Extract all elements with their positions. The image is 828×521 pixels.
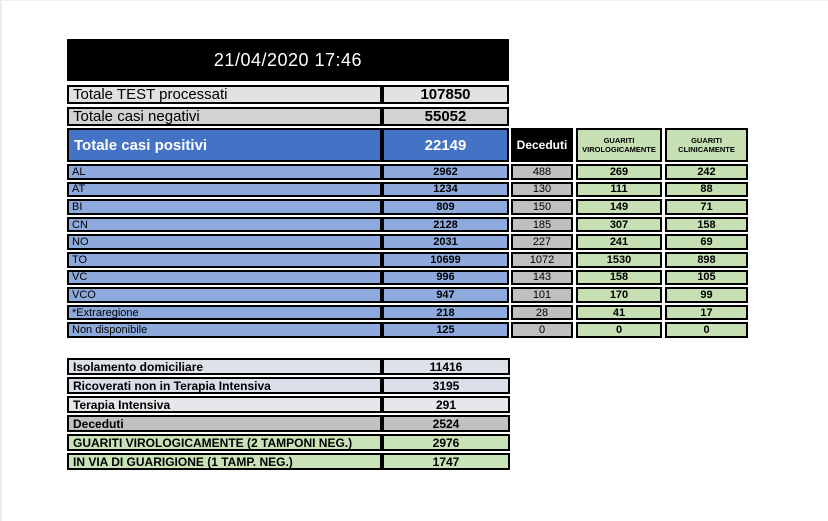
- summary-value-cell: 2976: [382, 434, 510, 451]
- guariti-viro-line2: VIROLOGICAMENTE: [582, 145, 656, 154]
- region-guariti-virologicamente-cell: 241: [576, 234, 662, 250]
- region-positivi-cell: 218: [382, 305, 509, 321]
- region-guariti-clinicamente-cell: 158: [665, 217, 748, 233]
- total-test-value: 107850: [382, 85, 509, 104]
- summary-row: [67, 415, 510, 432]
- region-deceduti-cell: 150: [511, 199, 573, 215]
- total-negativi-row: [67, 107, 509, 126]
- region-deceduti-cell: 130: [511, 182, 573, 198]
- region-name-cell: *Extraregione: [67, 305, 382, 321]
- total-negativi-value: 55052: [382, 107, 509, 126]
- total-test-row: [67, 85, 509, 104]
- region-deceduti-cell: 488: [511, 164, 573, 180]
- summary-row: [67, 396, 510, 413]
- guariti-clin-line1: GUARITI: [691, 135, 722, 145]
- region-guariti-virologicamente-cell: 269: [576, 164, 662, 180]
- region-positivi-cell: 2031: [382, 234, 509, 250]
- region-guariti-clinicamente-cell: 88: [665, 182, 748, 198]
- region-guariti-virologicamente-cell: 41: [576, 305, 662, 321]
- region-positivi-cell: 809: [382, 199, 509, 215]
- region-guariti-clinicamente-cell: 17: [665, 305, 748, 321]
- totals-section: [67, 85, 509, 126]
- summary-row: [67, 377, 510, 394]
- summary-row: [67, 453, 510, 470]
- summary-label-cell: Terapia Intensiva: [67, 396, 382, 413]
- summary-value-cell: 1747: [382, 453, 510, 470]
- region-name-cell: Non disponibile: [67, 322, 382, 338]
- guariti-viro-line1: GUARITI: [603, 135, 635, 145]
- total-negativi-label: Totale casi negativi: [67, 107, 382, 126]
- region-guariti-virologicamente-cell: 1530: [576, 252, 662, 268]
- region-deceduti-cell: 227: [511, 234, 573, 250]
- region-guariti-clinicamente-cell: 105: [665, 270, 748, 286]
- region-positivi-cell: 2962: [382, 164, 509, 180]
- region-guariti-virologicamente-cell: 158: [576, 270, 662, 286]
- summary-label-cell: Deceduti: [67, 415, 382, 432]
- region-name-cell: VC: [67, 270, 382, 286]
- summary-value-cell: 291: [382, 396, 510, 413]
- region-name-cell: NO: [67, 234, 382, 250]
- report-datetime: 21/04/2020 17:46: [213, 49, 363, 70]
- region-guariti-virologicamente-cell: 111: [576, 182, 662, 198]
- region-positivi-cell: 947: [382, 287, 509, 303]
- guariti-clinicamente-column-header: [665, 128, 748, 162]
- date-header: [67, 39, 509, 81]
- region-guariti-clinicamente-cell: 898: [665, 252, 748, 268]
- positives-label: Totale casi positivi: [67, 128, 382, 162]
- region-positivi-cell: 1234: [382, 182, 509, 198]
- region-deceduti-cell: 28: [511, 305, 573, 321]
- region-name-cell: AL: [67, 164, 382, 180]
- summary-table: [67, 358, 510, 470]
- region-guariti-clinicamente-cell: 0: [665, 322, 748, 338]
- region-name-cell: CN: [67, 217, 382, 233]
- region-guariti-clinicamente-cell: 69: [665, 234, 748, 250]
- region-positivi-cell: 125: [382, 322, 509, 338]
- guariti-clin-line2: CLINICAMENTE: [678, 145, 735, 154]
- region-deceduti-cell: 143: [511, 270, 573, 286]
- total-test-label: Totale TEST processati: [67, 85, 382, 104]
- summary-value-cell: 2524: [382, 415, 510, 432]
- summary-row: [67, 358, 510, 375]
- region-guariti-clinicamente-cell: 99: [665, 287, 748, 303]
- region-positivi-cell: 2128: [382, 217, 509, 233]
- summary-label-cell: GUARITI VIROLOGICAMENTE (2 TAMPONI NEG.): [67, 434, 382, 451]
- region-guariti-virologicamente-cell: 307: [576, 217, 662, 233]
- region-guariti-clinicamente-cell: 242: [665, 164, 748, 180]
- region-deceduti-cell: 0: [511, 322, 573, 338]
- region-name-cell: VCO: [67, 287, 382, 303]
- region-positivi-cell: 10699: [382, 252, 509, 268]
- region-deceduti-cell: 185: [511, 217, 573, 233]
- region-guariti-virologicamente-cell: 149: [576, 199, 662, 215]
- region-guariti-virologicamente-cell: 170: [576, 287, 662, 303]
- guariti-virologicamente-column-header: [576, 128, 662, 162]
- summary-value-cell: 11416: [382, 358, 510, 375]
- region-deceduti-cell: 101: [511, 287, 573, 303]
- summary-row: [67, 434, 510, 451]
- deceduti-column-header: Deceduti: [511, 128, 573, 162]
- summary-label-cell: Isolamento domiciliare: [67, 358, 382, 375]
- region-guariti-virologicamente-cell: 0: [576, 322, 662, 338]
- summary-value-cell: 3195: [382, 377, 510, 394]
- region-name-cell: TO: [67, 252, 382, 268]
- summary-label-cell: IN VIA DI GUARIGIONE (1 TAMP. NEG.): [67, 453, 382, 470]
- region-guariti-clinicamente-cell: 71: [665, 199, 748, 215]
- region-name-cell: AT: [67, 182, 382, 198]
- positives-header-band: [67, 128, 748, 162]
- region-positivi-cell: 996: [382, 270, 509, 286]
- summary-label-cell: Ricoverati non in Terapia Intensiva: [67, 377, 382, 394]
- positives-value: 22149: [382, 128, 509, 162]
- region-name-cell: BI: [67, 199, 382, 215]
- region-deceduti-cell: 1072: [511, 252, 573, 268]
- region-table: [67, 164, 748, 338]
